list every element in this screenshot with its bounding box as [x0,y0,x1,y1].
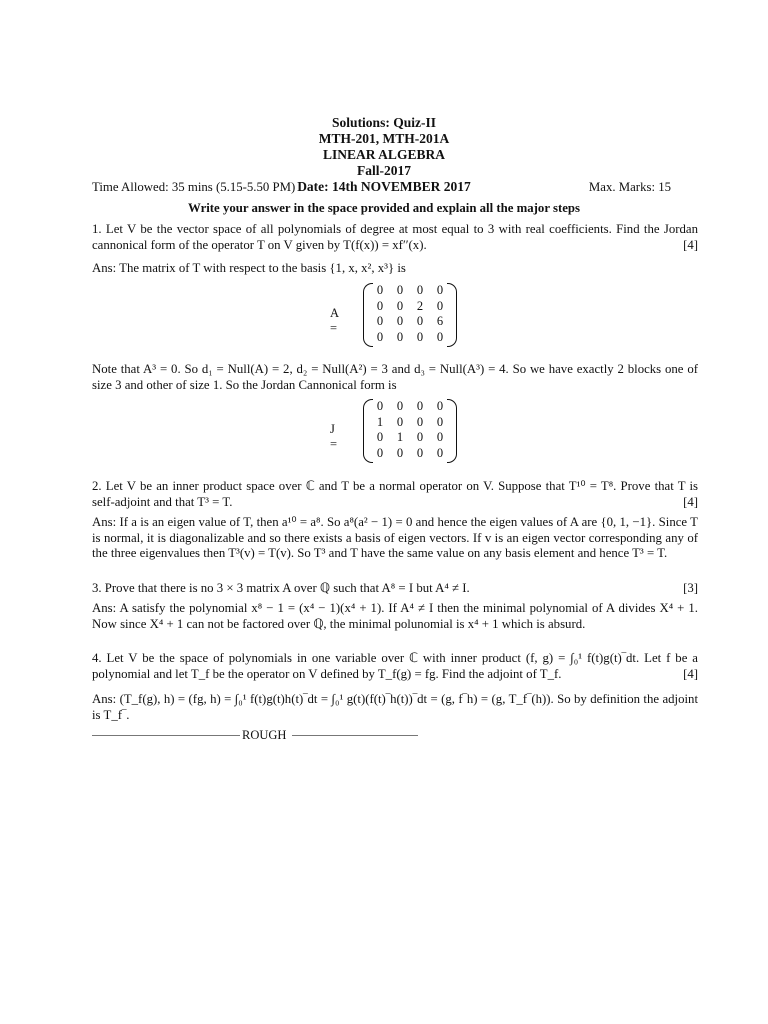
rough-line-left [92,735,240,736]
exam-date: Date: 14th NOVEMBER 2017 [297,179,471,194]
question-3 [92,581,698,597]
matrix-cell: 0 [376,314,384,328]
title-solutions: Solutions: Quiz-II [332,115,436,130]
course-name: LINEAR ALGEBRA [323,147,445,162]
question-4 [92,651,698,682]
matrix-cell: 0 [396,314,404,328]
matrix-cell: 6 [436,314,444,328]
matrix-cell: 0 [396,329,404,344]
question-1 [92,222,698,253]
question-2 [92,479,698,510]
answer-2: Ans: If a is an eigen value of T, then a¹⁰ = a⁸. So a⁸(a² − 1) = 0 and hence the eigen values of A are {0, 1, −1}. Since T is normal, it is diagonalizable and so there exists a basis of eigen vectors. If v is an eigen vector corresponding any of the three eigenvalues then T³(v) = T(v). So T³ and T have the same value on any basis element and hence T³ = T. [92,515,698,561]
matrix-cell: 0 [376,298,384,313]
time-allowed: Time Allowed: 35 mins (5.15-5.50 PM) [92,180,296,194]
matrix-cell: 0 [436,430,444,444]
instruction: Write your answer in the space provided and explain all the major steps [188,201,580,215]
rough-label: ROUGH [242,728,287,742]
matrix-cell: 0 [416,283,424,297]
matrix-cell: 0 [416,329,424,344]
rough-line-right [292,735,418,736]
matrix-A-label: A = [330,306,339,335]
matrix-cell: 0 [436,283,444,297]
matrix-cell: 0 [416,314,424,328]
max-marks: Max. Marks: 15 [588,180,671,194]
answer-3: Ans: A satisfy the polynomial x⁸ − 1 = (x⁴ − 1)(x⁴ + 1). If A⁴ ≠ I then the minimal polynomial of A divides X⁴ + 1. Now since X⁴ + 1 can not be factored over ℚ, the minimal polunomial is x⁴ + 1 which is absurd. [92,601,698,631]
matrix-cell: 0 [416,445,424,460]
matrix-cell: 0 [436,445,444,460]
answer-1-intro: Ans: The matrix of T with respect to the basis {1, x, x², x³} is [92,261,406,275]
matrix-cell: 1 [396,430,404,444]
matrix-cell: 0 [396,298,404,313]
matrix-cell: 0 [376,283,384,297]
matrix-cell: 0 [396,414,404,429]
matrix-J-label: J = [330,422,338,451]
answer-1-note: Note that A³ = 0. So d₁ = Null(A) = 2, d₂ = Null(A²) = 3 and d₃ = Null(A³) = 4. So we have exactly 2 blocks one of size 3 and other of size 1. So the Jordan Cannonical form is [92,362,698,392]
question-3-text: 3. Prove that there is no 3 × 3 matrix A over ℚ such that A⁸ = I but A⁴ ≠ I. [92,581,470,595]
matrix-cell: 0 [376,445,384,460]
matrix-cell: 2 [416,298,424,313]
matrix-cell: 0 [396,399,404,413]
question-1-text: 1. Let V be the vector space of all polynomials of degree at most equal to 3 with real coefficients. Find the Jordan cannonical form of the operator T on V given by T(f(x)) = xf′′(x). [92,222,698,252]
matrix-cell: 0 [416,414,424,429]
course-codes: MTH-201, MTH-201A [318,131,450,146]
matrix-cell: 0 [436,399,444,413]
question-4-text: 4. Let V be the space of polynomials in one variable over ℂ with inner product (f, g) = ∫₀¹ f(t)g(t)‾dt. Let f be a polynomial and let T_f be the operator on V defined by T_f(g) = fg. Find the adjoint of T_f. [92,651,698,681]
matrix-cell: 0 [436,298,444,313]
semester: Fall-2017 [357,163,411,178]
matrix-cell: 1 [376,414,384,429]
matrix-cell: 0 [376,329,384,344]
matrix-cell: 0 [396,445,404,460]
question-1-marks: [4] [683,237,698,252]
question-2-marks: [4] [683,494,698,509]
matrix-cell: 0 [436,329,444,344]
matrix-cell: 0 [376,399,384,413]
answer-4: Ans: (T_f(g), h) = (fg, h) = ∫₀¹ f(t)g(t)h(t)‾dt = ∫₀¹ g(t)(f(t)‾h(t))‾dt = (g, f‾h) = (g, T_f‾(h)). So by definition the adjoint is T_f‾. [92,692,698,722]
question-3-marks: [3] [683,581,698,595]
question-2-text: 2. Let V be an inner product space over ℂ and T be a normal operator on V. Suppose that T¹⁰ = T⁸. Prove that T is self-adjoint and that T³ = T. [92,479,698,509]
matrix-cell: 0 [376,430,384,444]
question-4-marks: [4] [683,666,698,681]
matrix-cell: 0 [416,399,424,413]
matrix-cell: 0 [396,283,404,297]
matrix-cell: 0 [416,430,424,444]
matrix-cell: 0 [436,414,444,429]
